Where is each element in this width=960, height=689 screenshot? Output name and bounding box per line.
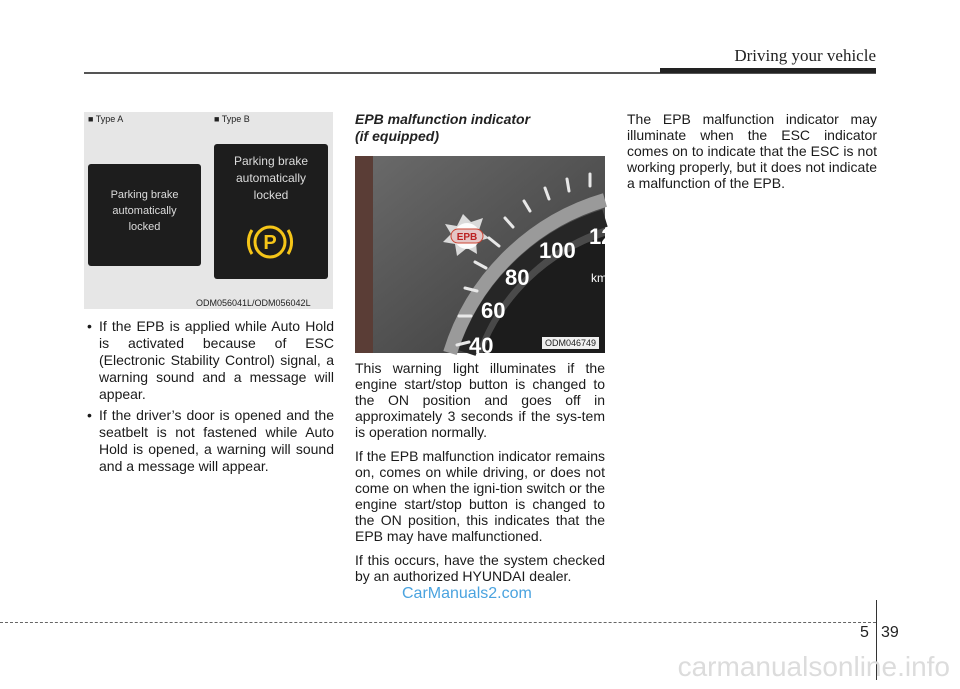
svg-text:100: 100	[539, 238, 576, 263]
svg-text:80: 80	[505, 265, 530, 290]
figure-code: ODM056041L/ODM056042L	[196, 298, 311, 308]
chapter-number: 5	[860, 624, 869, 641]
page-number: 39	[881, 624, 899, 641]
svg-text:40: 40	[469, 333, 494, 358]
paragraph: If this occurs, have the system checked by an authorized HYUNDAI dealer.	[355, 552, 605, 584]
type-a-display	[88, 164, 201, 266]
footer-rule	[0, 622, 876, 623]
type-a-label: ■ Type A	[88, 114, 124, 124]
running-header: Driving your vehicle	[734, 46, 876, 65]
parking-brake-figure	[84, 112, 333, 309]
list-item: • If the EPB is applied while Auto Hold is activated because of ESC (Electronic Stability Control) signal, a warning sound and a message will appear.	[87, 318, 334, 402]
speedometer-figure	[355, 156, 614, 358]
svg-text:60: 60	[481, 298, 506, 323]
site-watermark: carmanualsonline.info	[677, 651, 950, 682]
type-b-label: ■ Type B	[214, 114, 250, 124]
section-title: EPB malfunction indicator (if equipped)	[355, 111, 531, 144]
speedometer-graphic	[355, 156, 614, 358]
type-b-message: Parking brake automatically locked	[233, 154, 309, 202]
svg-text:EPB: EPB	[456, 232, 478, 243]
watermark-link[interactable]: CarManuals2.com	[402, 585, 532, 602]
figure-code: ODM046749	[542, 337, 599, 349]
type-b-display	[214, 144, 328, 279]
svg-text:12: 12	[589, 224, 614, 249]
parking-brake-icon	[244, 216, 296, 268]
svg-text:km: km	[591, 271, 607, 285]
bullet-list	[84, 318, 334, 479]
section-body	[355, 360, 605, 592]
paragraph: If the EPB malfunction indicator remains on, comes on while driving, or does not come on when the igni-tion switch or the engine start/stop button is changed to the ON position, this indicates that the EPB may have malfunctioned.	[355, 448, 605, 544]
type-a-message: Parking brake automatically locked	[110, 189, 179, 233]
paragraph: This warning light illuminates if the engine start/stop button is changed to the ON position and goes off in approximately 3 seconds if the sys-tem is operation normally.	[355, 360, 605, 440]
right-column-paragraph: The EPB malfunction indicator may illuminate when the ESC indicator comes on to indicate that the ESC is not working properly, but it does not indicate a malfunction of the EPB.	[627, 111, 877, 191]
svg-text:P: P	[263, 232, 277, 254]
list-item: • If the driver’s door is opened and the seatbelt is not fastened while Auto Hold is opened, a warning will sound and a message will appear.	[87, 407, 334, 474]
header-rule-accent	[660, 68, 876, 73]
